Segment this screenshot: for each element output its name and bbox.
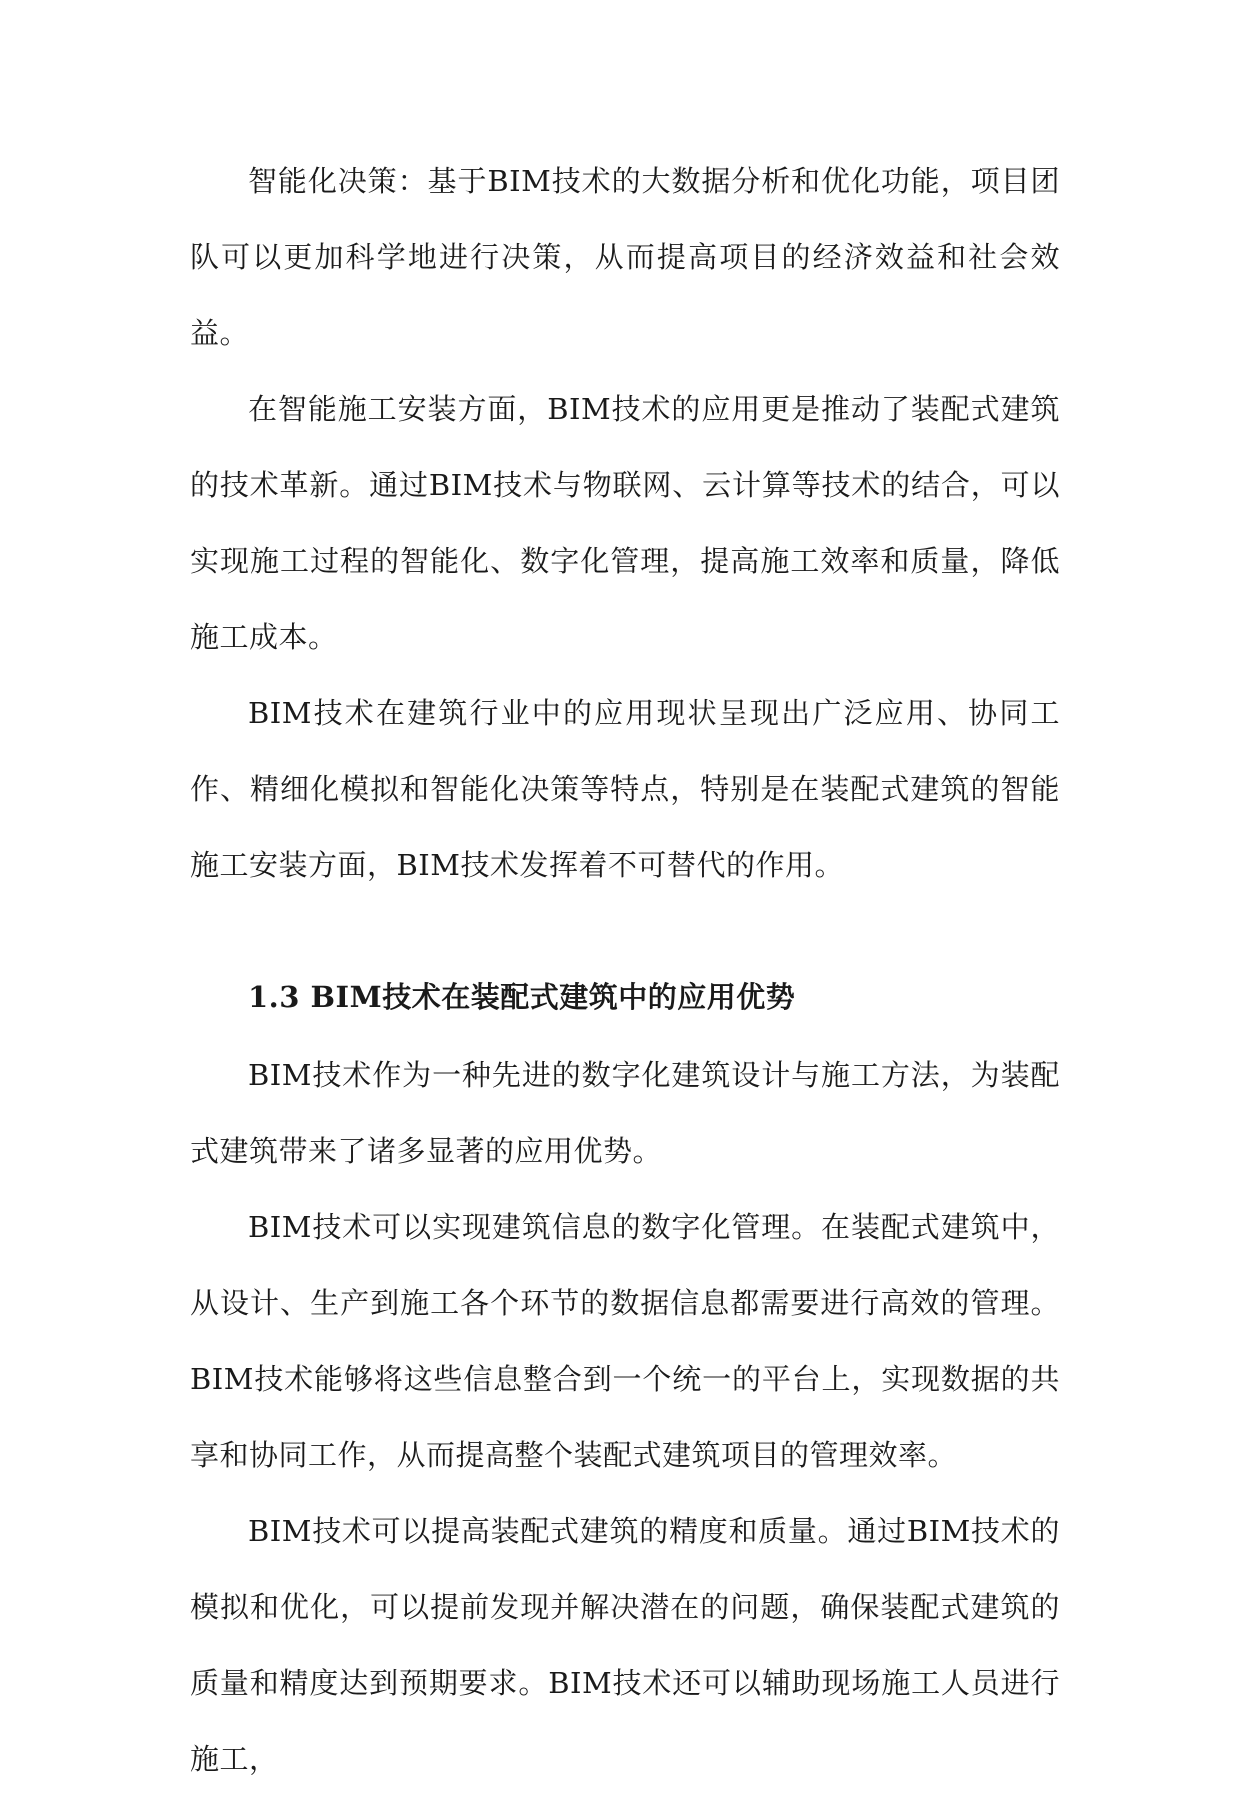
paragraph-intelligent-decision: 智能化决策：基于BIM技术的大数据分析和优化功能，项目团队可以更加科学地进行决策，从而提高项目的经济效益和社会效益。 <box>190 164 1060 350</box>
section-heading: 1.3 BIM技术在装配式建筑中的应用优势 <box>248 980 796 1014</box>
document-page <box>190 143 1060 1797</box>
paragraph-advantages-intro: BIM技术作为一种先进的数字化建筑设计与施工方法，为装配式建筑带来了诸多显著的应用优势。 <box>190 1058 1060 1168</box>
paragraph-precision-quality: BIM技术可以提高装配式建筑的精度和质量。通过BIM技术的模拟和优化，可以提前发现并解决潜在的问题，确保装配式建筑的质量和精度达到预期要求。BIM技术还可以辅助现场施工人员进行施工， <box>190 1514 1060 1776</box>
paragraph-application-status-summary: BIM技术在建筑行业中的应用现状呈现出广泛应用、协同工作、精细化模拟和智能化决策等特点，特别是在装配式建筑的智能施工安装方面，BIM技术发挥着不可替代的作用。 <box>190 696 1060 882</box>
paragraph-digital-management: BIM技术可以实现建筑信息的数字化管理。在装配式建筑中，从设计、生产到施工各个环节的数据信息都需要进行高效的管理。BIM技术能够将这些信息整合到一个统一的平台上，实现数据的共享和协同工作，从而提高整个装配式建筑项目的管理效率。 <box>190 1210 1060 1472</box>
paragraph-smart-construction: 在智能施工安装方面，BIM技术的应用更是推动了装配式建筑的技术革新。通过BIM技术与物联网、云计算等技术的结合，可以实现施工过程的智能化、数字化管理，提高施工效率和质量，降低施工成本。 <box>190 392 1060 654</box>
